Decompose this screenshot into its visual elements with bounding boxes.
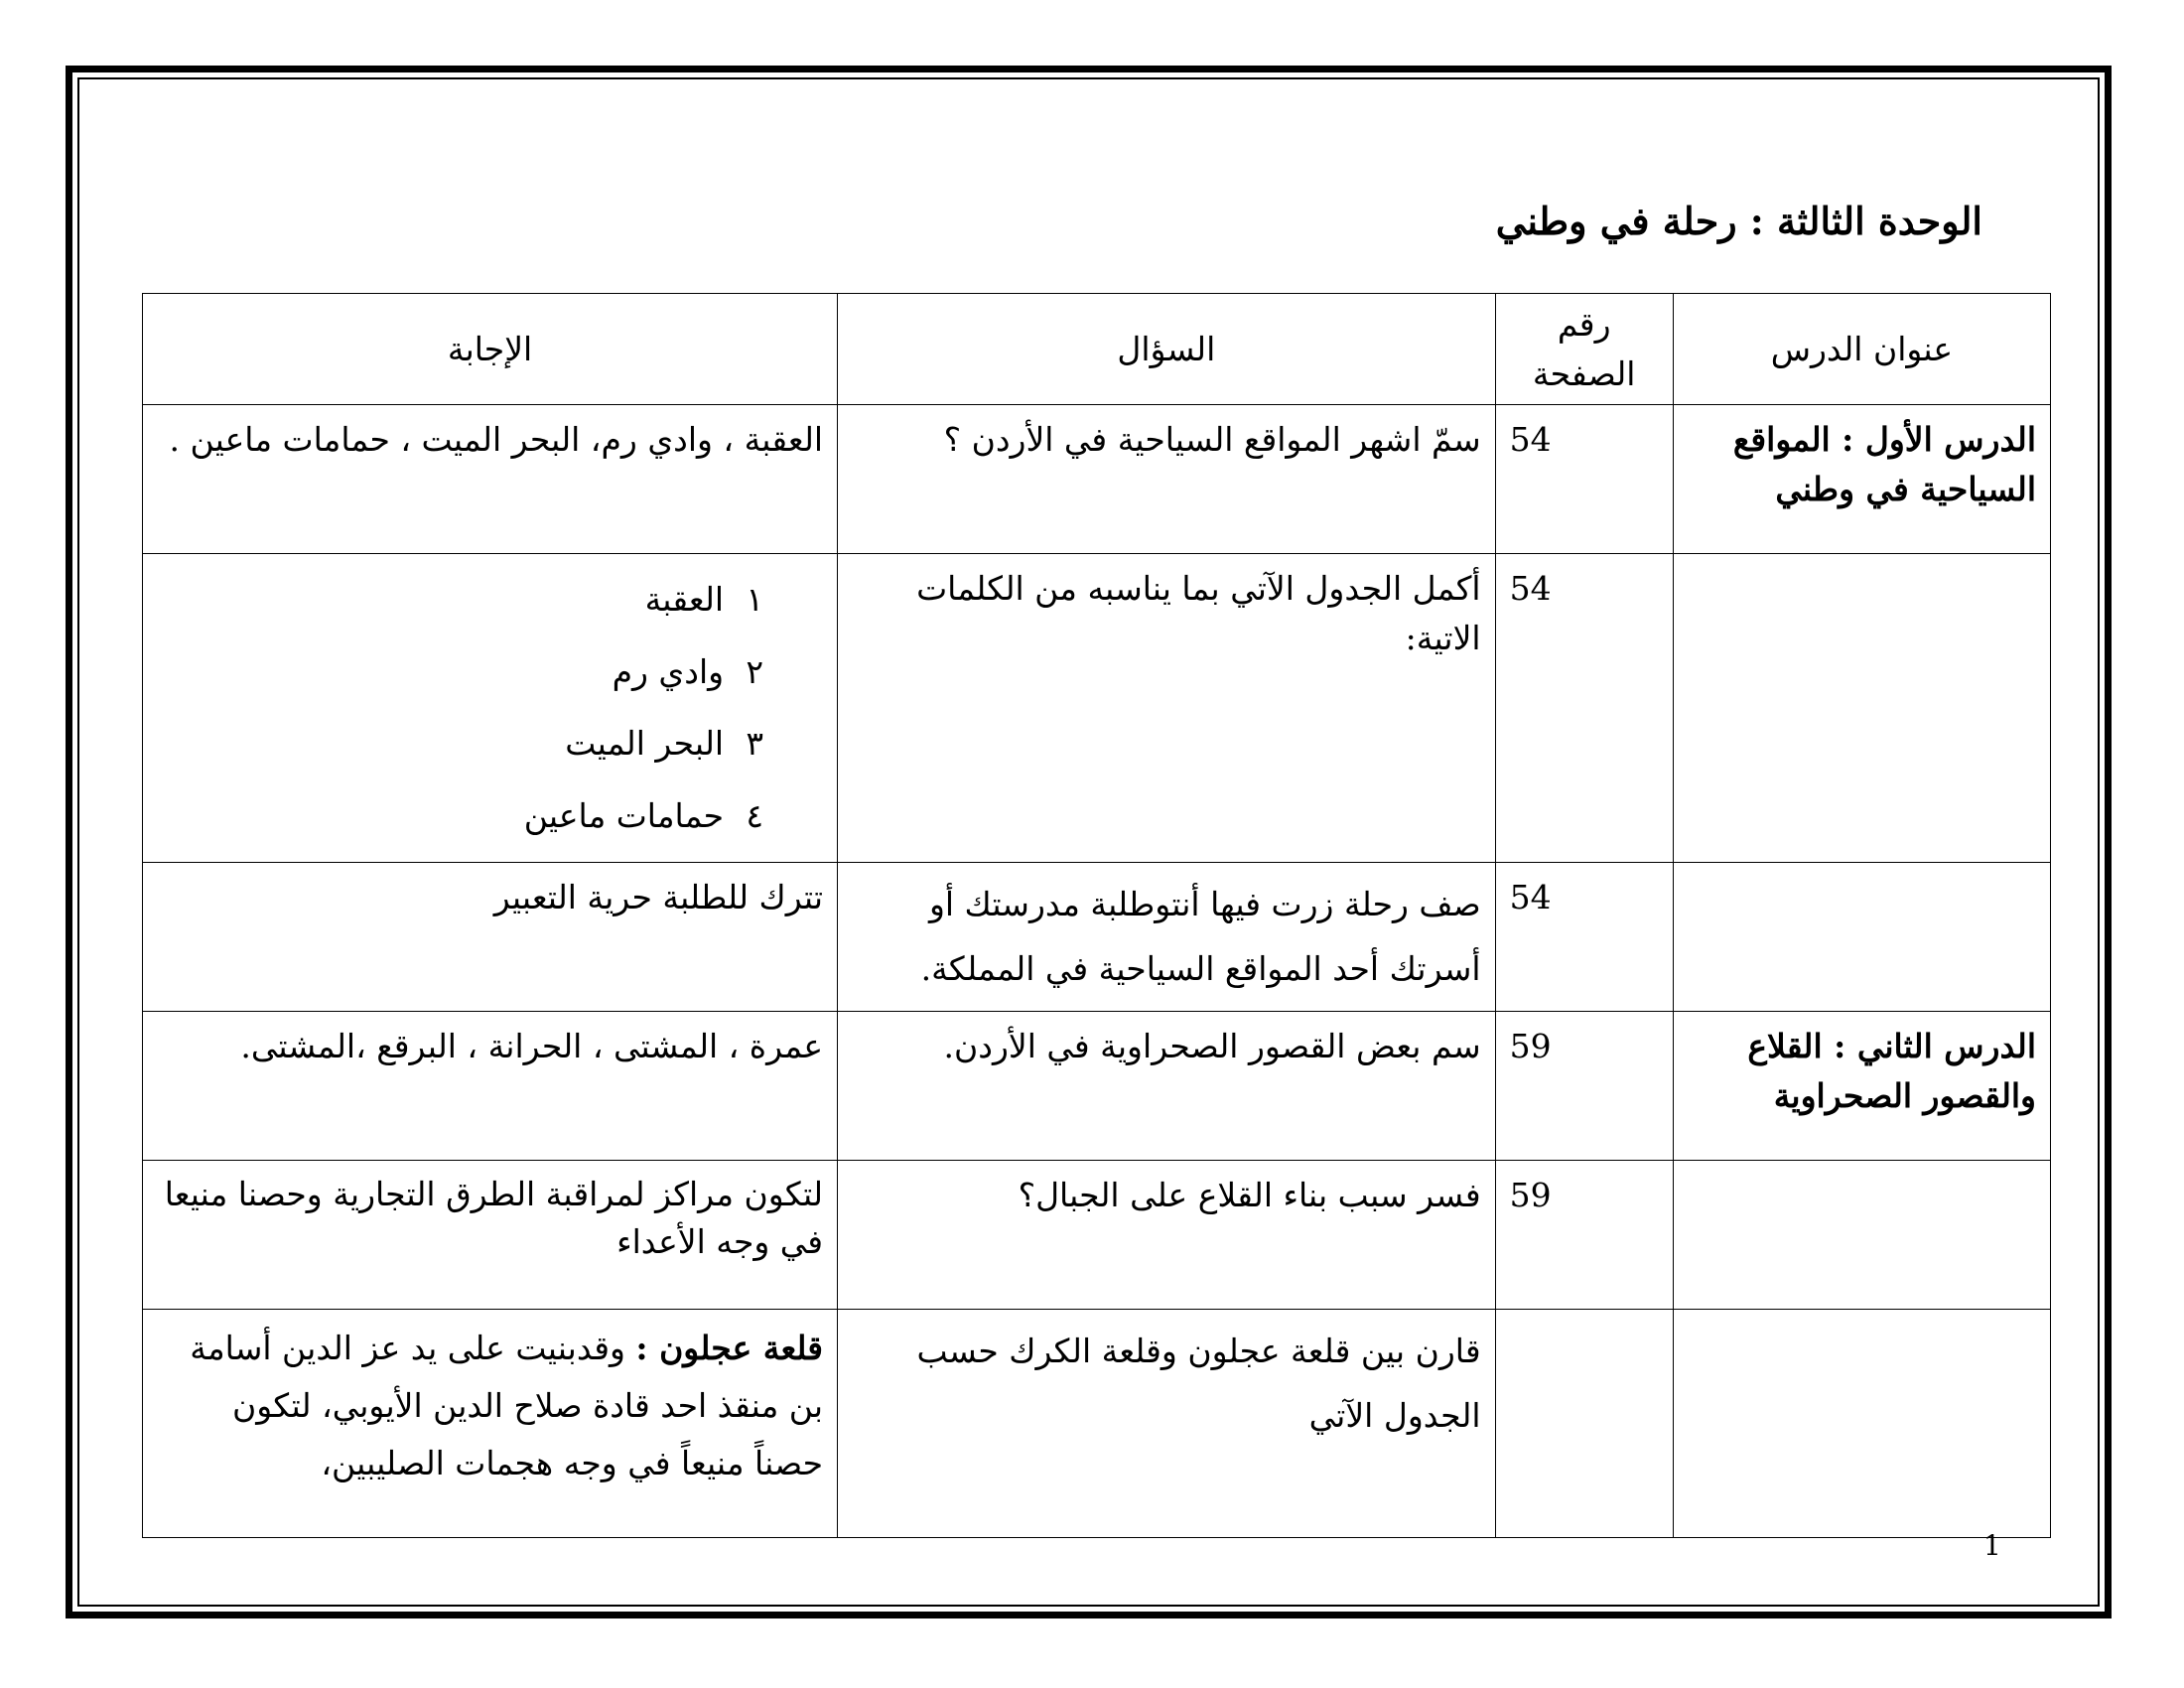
table-row <box>143 863 2051 1012</box>
page-number-cell: 54 <box>1495 554 1673 863</box>
table-row <box>143 1161 2051 1310</box>
answer-cell: العقبة ، وادي رم، البحر الميت ، حمامات ماعين . <box>143 405 838 554</box>
question-cell: سمّ اشهر المواقع السياحية في الأردن ؟ <box>838 405 1496 554</box>
question-cell: فسر سبب بناء القلاع على الجبال؟ <box>838 1161 1496 1310</box>
list-item-text: حمامات ماعين <box>523 795 725 835</box>
list-item-number: ٣ <box>746 724 764 764</box>
table-header-row <box>143 294 2051 405</box>
list-item <box>157 708 763 780</box>
page-number-cell: 54 <box>1495 405 1673 554</box>
lesson-title-cell <box>1673 863 2050 1012</box>
answer-cell: عمرة ، المشتى ، الحرانة ، البرقع ،المشتى. <box>143 1012 838 1161</box>
question-cell: قارن بين قلعة عجلون وقلعة الكرك حسب الجدول الآتي <box>838 1310 1496 1538</box>
lesson-title-cell <box>1673 554 2050 863</box>
page-number: 1 <box>1983 1529 2001 1562</box>
list-item-number: ١ <box>746 580 764 619</box>
list-item-text: العقبة <box>644 580 725 619</box>
lesson-title-cell: الدرس الثاني : القلاع والقصور الصحراوية <box>1673 1012 2050 1161</box>
page-number-cell: 59 <box>1495 1012 1673 1161</box>
answer-cell: لتكون مراكز لمراقبة الطرق التجارية وحصنا منيعا في وجه الأعداء <box>143 1161 838 1310</box>
table-row <box>143 1012 2051 1161</box>
table-row <box>143 405 2051 554</box>
header-page-number: رقم الصفحة <box>1495 294 1673 405</box>
answer-cell <box>143 1310 838 1538</box>
question-cell: سم بعض القصور الصحراوية في الأردن. <box>838 1012 1496 1161</box>
answer-text: وقدبنيت على يد عز الدين أسامة بن منقذ احد قادة صلاح الدين الأيوبي، لتكون حصناً منيعاً في وجه هجمات الصليبين، <box>190 1329 824 1482</box>
list-item-number: ٢ <box>746 651 764 691</box>
list-item <box>157 564 763 636</box>
header-question: السؤال <box>838 294 1496 405</box>
list-item-text: البحر الميت <box>565 724 725 764</box>
list-item <box>157 636 763 709</box>
page-number-cell: 54 <box>1495 863 1673 1012</box>
question-cell: أكمل الجدول الآتي بما يناسبه من الكلمات الاتية: <box>838 554 1496 863</box>
answer-list <box>157 564 823 852</box>
header-lesson-title: عنوان الدرس <box>1673 294 2050 405</box>
list-item-number: ٤ <box>746 795 764 835</box>
list-item <box>157 780 763 853</box>
question-cell: صف رحلة زرت فيها أنتوطلبة مدرستك أو أسرتك أحد المواقع السياحية في المملكة. <box>838 863 1496 1012</box>
lesson-title-cell <box>1673 1161 2050 1310</box>
lesson-title-cell <box>1673 1310 2050 1538</box>
header-answer: الإجابة <box>143 294 838 405</box>
lessons-table <box>142 293 2051 1538</box>
lesson-title-cell: الدرس الأول : المواقع السياحية في وطني <box>1673 405 2050 554</box>
page-number-cell <box>1495 1310 1673 1538</box>
list-item-text: وادي رم <box>612 651 725 691</box>
answer-cell <box>143 554 838 863</box>
page-number-cell: 59 <box>1495 1161 1673 1310</box>
unit-title: الوحدة الثالثة : رحلة في وطني <box>1495 199 1982 243</box>
answer-cell: تترك للطلبة حرية التعبير <box>143 863 838 1012</box>
table-row <box>143 1310 2051 1538</box>
table-row <box>143 554 2051 863</box>
answer-label: قلعة عجلون : <box>635 1329 824 1368</box>
